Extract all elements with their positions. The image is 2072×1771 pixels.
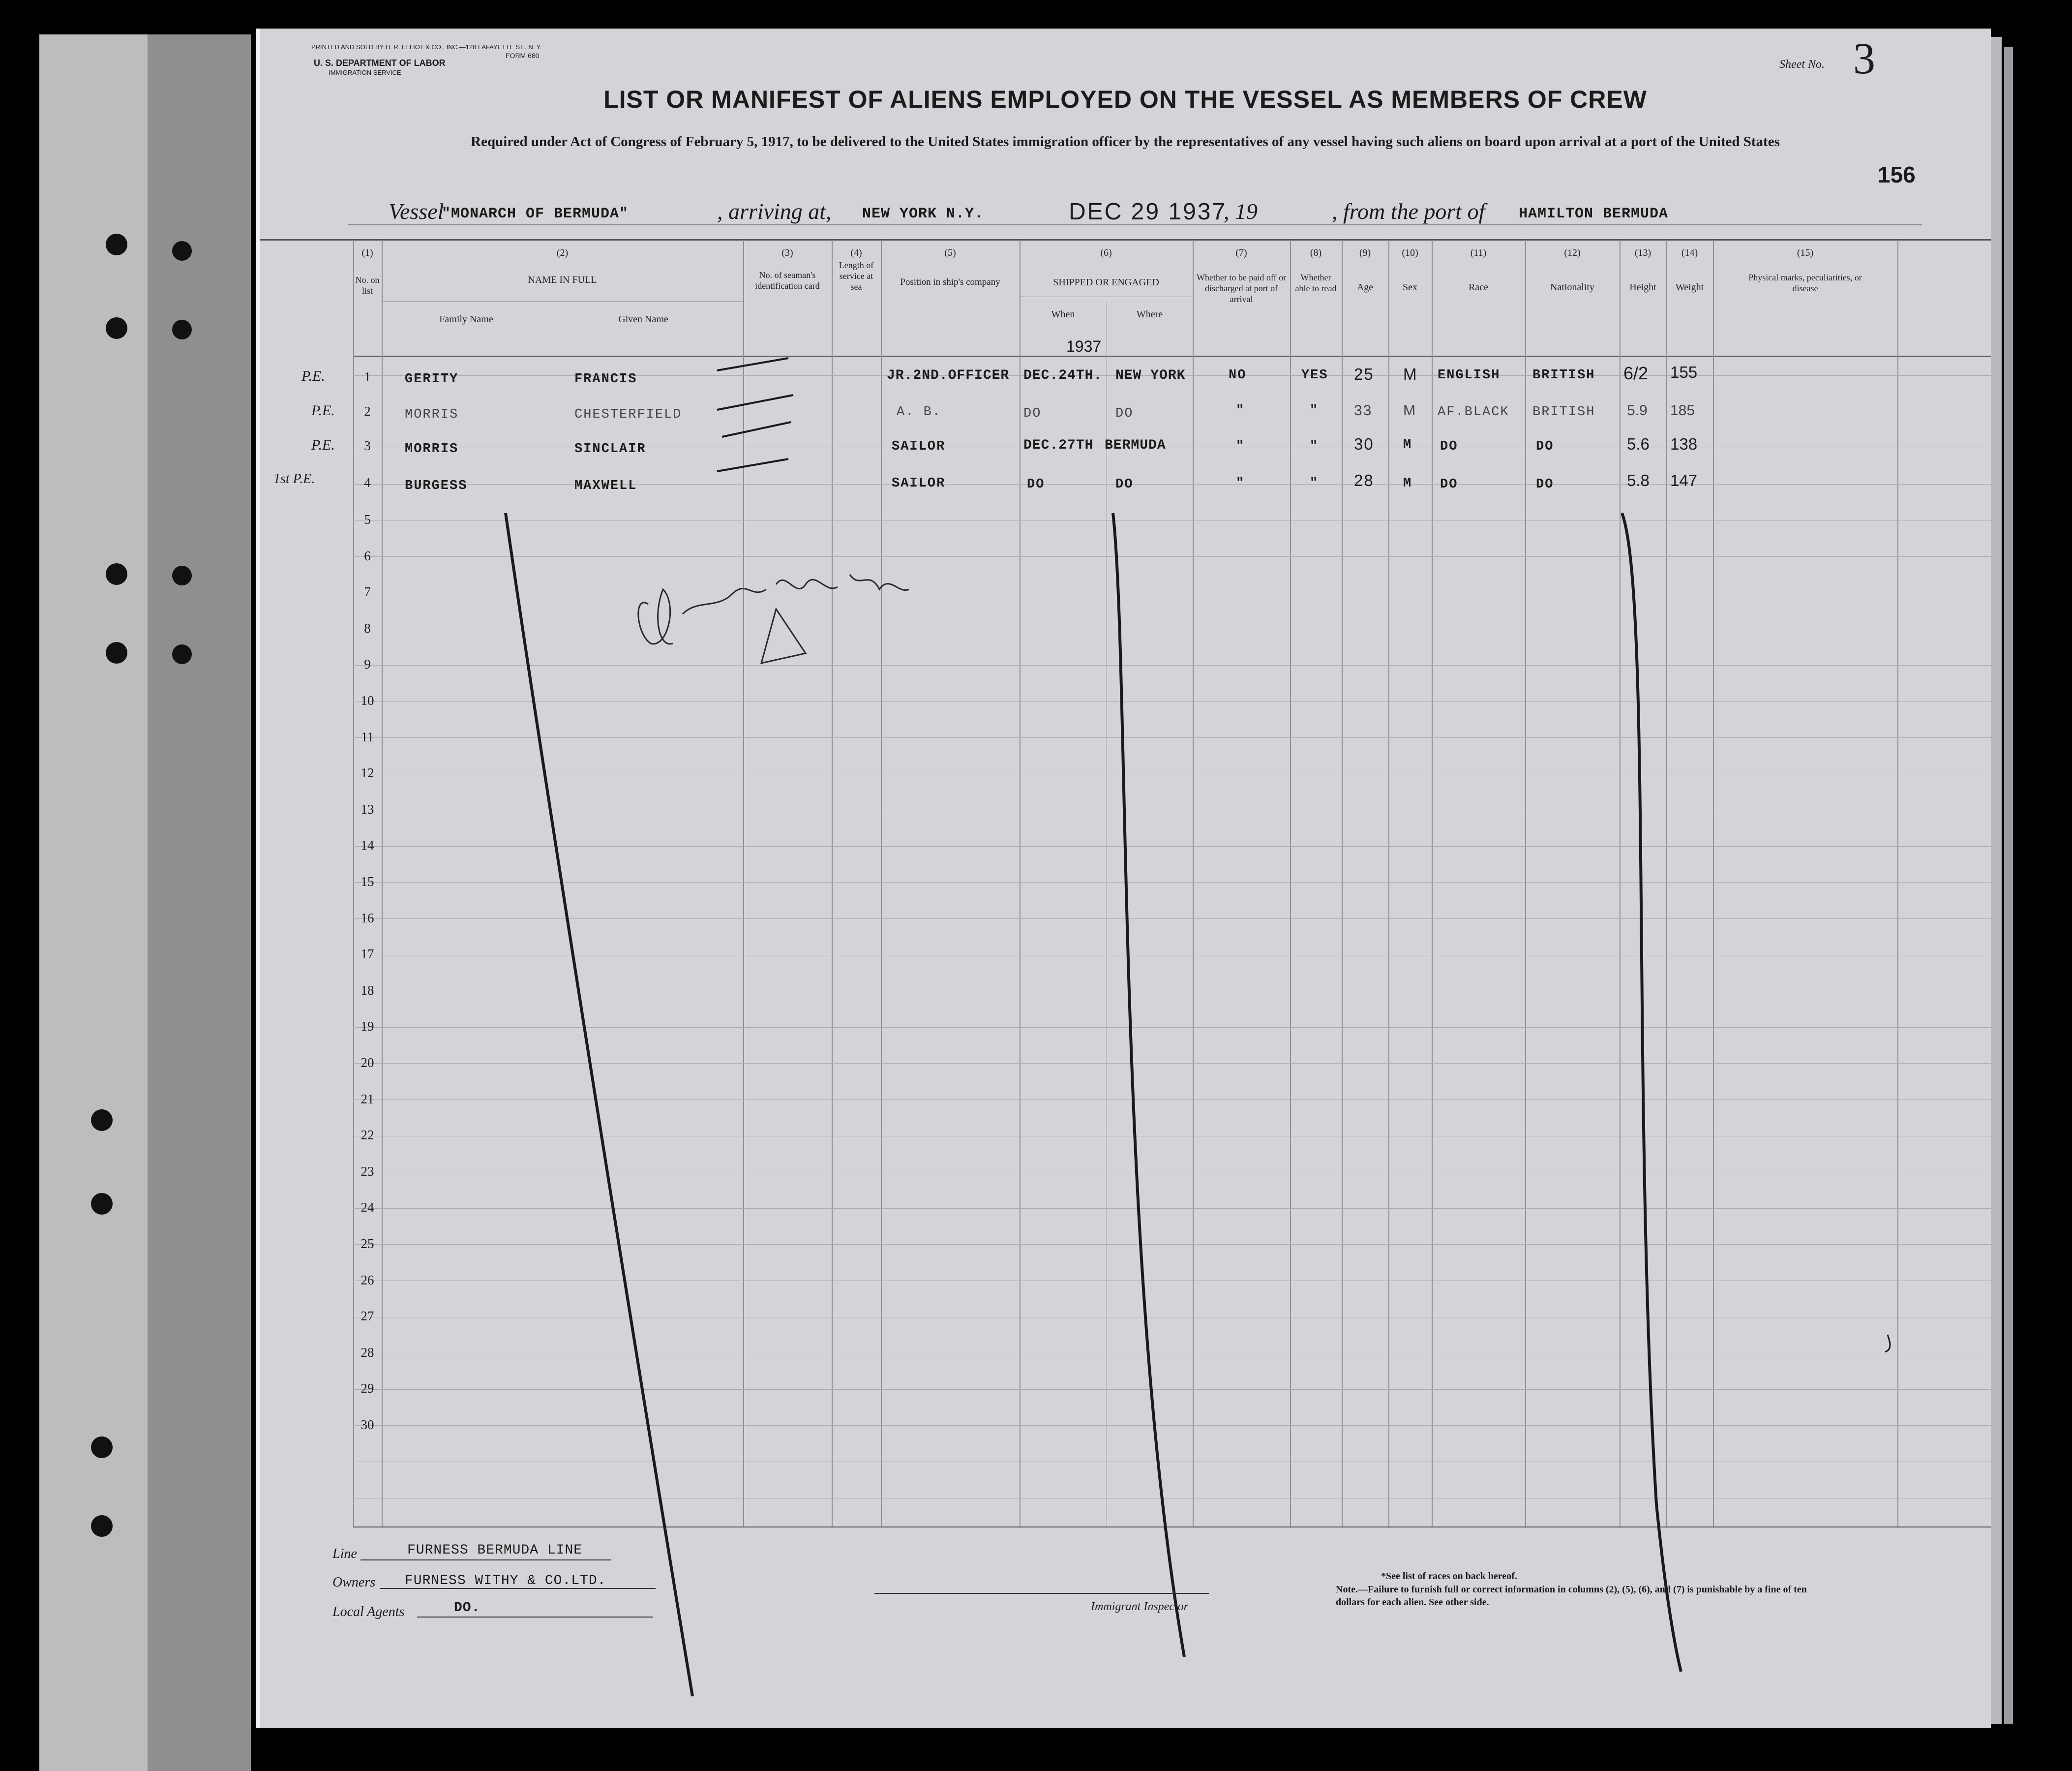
punch-hole xyxy=(172,566,192,585)
row-number: 16 xyxy=(360,910,374,925)
arriving-port: NEW YORK N.Y. xyxy=(862,206,984,222)
age: 33 xyxy=(1354,402,1373,419)
punch-hole xyxy=(91,1193,113,1215)
inspector-label: Immigrant Inspector xyxy=(1091,1600,1188,1613)
given-name: FRANCIS xyxy=(574,372,637,387)
agents-value: DO. xyxy=(454,1600,480,1616)
owners-label: Owners xyxy=(332,1575,376,1590)
col-2-family: Family Name xyxy=(439,314,493,325)
col-12-num: (12) xyxy=(1564,247,1581,258)
shipped-when: DO xyxy=(1027,477,1045,492)
row-number: 9 xyxy=(364,657,371,672)
row-number: 4 xyxy=(364,475,371,490)
row-number: 15 xyxy=(360,874,374,889)
col-2-num: (2) xyxy=(556,247,569,258)
paid-off: " xyxy=(1236,439,1245,454)
row-number: 29 xyxy=(360,1381,374,1396)
paid-off: " xyxy=(1236,403,1245,418)
col-6-num: (6) xyxy=(1100,247,1112,258)
row-number: 1 xyxy=(364,369,371,384)
punch-hole xyxy=(91,1109,113,1131)
sex: M xyxy=(1403,365,1418,383)
given-name: SINCLAIR xyxy=(574,442,646,457)
height: 5.8 xyxy=(1627,471,1650,489)
family-name: GERITY xyxy=(405,372,459,387)
col-7-label: Whether to be paid off or discharged at port of arrival xyxy=(1196,273,1287,304)
row-number: 8 xyxy=(364,620,371,636)
vessel-label: Vessel xyxy=(389,199,444,224)
races-note: *See list of races on back hereof. xyxy=(1381,1571,1517,1582)
shipped-where: DO xyxy=(1115,406,1134,421)
height: 6/2 xyxy=(1623,363,1649,383)
margin-mark: P.E. xyxy=(301,368,325,384)
row-number: 10 xyxy=(360,693,374,708)
row-number: 20 xyxy=(360,1055,374,1070)
line-label: Line xyxy=(332,1546,357,1561)
able-to-read: YES xyxy=(1301,368,1328,383)
weight: 155 xyxy=(1670,363,1698,381)
family-name: MORRIS xyxy=(405,407,459,422)
col-9-num: (9) xyxy=(1359,247,1371,258)
year-label: , 19 xyxy=(1224,199,1258,224)
nationality: BRITISH xyxy=(1532,405,1595,420)
row-number: 24 xyxy=(360,1200,374,1215)
punch-hole xyxy=(172,320,192,339)
punch-hole xyxy=(106,563,127,585)
col-2-label: NAME IN FULL xyxy=(528,275,597,285)
punch-hole xyxy=(91,1436,113,1458)
row-number: 22 xyxy=(360,1128,374,1143)
shipped-where: DO xyxy=(1115,477,1134,492)
col-11-num: (11) xyxy=(1470,247,1487,258)
row-number: 26 xyxy=(360,1272,374,1287)
from-port: HAMILTON BERMUDA xyxy=(1519,206,1669,222)
row-number: 6 xyxy=(364,548,371,563)
pen-strokes xyxy=(260,29,1991,1728)
col-4-label: Length of service at sea xyxy=(839,260,874,292)
col-1-num: (1) xyxy=(361,247,373,258)
height: 5.6 xyxy=(1627,435,1650,453)
service: IMMIGRATION SERVICE xyxy=(329,69,401,76)
race: AF.BLACK xyxy=(1438,405,1509,420)
given-name: MAXWELL xyxy=(574,479,637,493)
arriving-label: , arriving at, xyxy=(717,199,832,224)
col-13-num: (13) xyxy=(1634,247,1652,258)
col-6-where: Where xyxy=(1136,309,1163,320)
row-number: 14 xyxy=(360,838,374,853)
col-8-label: Whether able to read xyxy=(1295,273,1337,293)
sheet-no-label: Sheet No. xyxy=(1779,58,1825,71)
row-number: 2 xyxy=(364,404,371,419)
nationality: BRITISH xyxy=(1532,368,1595,383)
weight: 147 xyxy=(1670,471,1698,489)
printer-line: PRINTED AND SOLD BY H. R. ELLIOT & CO., INC.—128 LAFAYETTE ST., N. Y. xyxy=(311,43,542,51)
weight: 185 xyxy=(1670,402,1695,419)
nationality: DO xyxy=(1536,477,1554,492)
row-number: 7 xyxy=(364,584,371,600)
sex: M xyxy=(1403,402,1416,419)
age: 30 xyxy=(1354,435,1374,453)
family-name: MORRIS xyxy=(405,442,459,457)
punch-hole xyxy=(106,234,127,255)
height: 5.9 xyxy=(1627,402,1648,419)
sex: M xyxy=(1403,438,1412,453)
col-9-label: Age xyxy=(1356,282,1374,293)
margin-mark: 1st P.E. xyxy=(273,471,315,487)
col-10-label: Sex xyxy=(1403,282,1417,293)
margin-mark: P.E. xyxy=(311,437,335,453)
shipped-where: NEW YORK xyxy=(1115,368,1186,383)
date-stamp: DEC 29 1937 xyxy=(1069,199,1227,225)
row-number: 19 xyxy=(360,1019,374,1034)
col-14-num: (14) xyxy=(1681,247,1698,258)
punch-hole xyxy=(106,642,127,664)
race: DO xyxy=(1440,439,1458,454)
row-number: 21 xyxy=(360,1091,374,1106)
shipped-when: DEC.27TH xyxy=(1023,438,1094,453)
col-4-num: (4) xyxy=(850,247,862,258)
form-number: FORM 680 xyxy=(506,52,540,60)
position: SAILOR xyxy=(892,476,946,491)
paid-off: NO xyxy=(1229,368,1247,383)
col-5-num: (5) xyxy=(944,247,956,258)
able-to-read: " xyxy=(1310,476,1319,491)
position: A. B. xyxy=(897,405,942,420)
shipped-where: BERMUDA xyxy=(1105,438,1166,453)
age: 28 xyxy=(1354,471,1374,489)
able-to-read: " xyxy=(1310,439,1319,454)
row-number: 5 xyxy=(364,512,371,527)
punch-hole xyxy=(172,241,192,261)
col-10-num: (10) xyxy=(1402,247,1418,258)
col-1-label: No. on list xyxy=(355,275,380,296)
page-edge xyxy=(2004,47,2013,1724)
row-number: 17 xyxy=(360,947,374,962)
manifest-sheet xyxy=(256,29,1991,1728)
col-14-label: Weight xyxy=(1675,282,1704,293)
col-11-label: Race xyxy=(1469,282,1488,293)
shipped-when: DO xyxy=(1023,406,1042,421)
shipped-when: DEC.24TH. xyxy=(1023,368,1103,383)
col-15-label: Physical marks, peculiarities, or disease xyxy=(1748,273,1862,293)
row-number: 27 xyxy=(360,1309,374,1324)
from-port-label: , from the port of xyxy=(1332,199,1485,224)
family-name: BURGESS xyxy=(405,479,468,493)
race: DO xyxy=(1440,477,1458,492)
paid-off: " xyxy=(1236,476,1245,491)
punch-hole xyxy=(91,1515,113,1537)
col-5-label: Position in ship's company xyxy=(900,277,1000,287)
col-3-num: (3) xyxy=(781,247,793,258)
vessel-name: "MONARCH OF BERMUDA" xyxy=(442,206,629,222)
department: U. S. DEPARTMENT OF LABOR xyxy=(314,58,446,68)
binder-strip xyxy=(148,34,251,1771)
race: ENGLISH xyxy=(1438,368,1501,383)
punch-hole xyxy=(106,317,127,339)
sex: M xyxy=(1403,476,1412,491)
line-value: FURNESS BERMUDA LINE xyxy=(407,1543,583,1558)
col-12-label: Nationality xyxy=(1550,282,1594,293)
col-2-given: Given Name xyxy=(618,314,668,325)
col-6-label: SHIPPED OR ENGAGED xyxy=(1053,277,1159,288)
page-subtitle: Required under Act of Congress of February 5, 1917, to be delivered to the United States immigration officer by the representatives of any vessel having such aliens on board upon arrival at a port of the United States xyxy=(471,134,1780,150)
page-number: 156 xyxy=(1878,162,1916,187)
age: 25 xyxy=(1354,365,1374,383)
row-number: 12 xyxy=(360,765,374,781)
col-8-num: (8) xyxy=(1310,247,1322,258)
row-number: 3 xyxy=(364,438,371,453)
col-13-label: Height xyxy=(1629,282,1656,293)
col-3-label: No. of seaman's identification card xyxy=(755,270,820,291)
sheet-no: 3 xyxy=(1853,34,1875,83)
able-to-read: " xyxy=(1310,403,1319,418)
punch-hole xyxy=(172,644,192,664)
weight: 138 xyxy=(1670,435,1698,453)
year-above-when: 1937 xyxy=(1066,337,1102,355)
owners-value: FURNESS WITHY & CO.LTD. xyxy=(405,1573,606,1588)
given-name: CHESTERFIELD xyxy=(574,407,682,422)
row-number: 18 xyxy=(360,982,374,998)
margin-mark: P.E. xyxy=(311,402,335,419)
row-number: 23 xyxy=(360,1163,374,1179)
col-7-num: (7) xyxy=(1235,247,1247,258)
row-number: 25 xyxy=(360,1236,374,1251)
col-15-num: (15) xyxy=(1797,247,1814,258)
row-number: 11 xyxy=(361,729,374,744)
row-number: 30 xyxy=(360,1417,374,1432)
row-number: 13 xyxy=(360,801,374,817)
fine-note: Note.—Failure to furnish full or correct information in columns (2), (5), (6), and (7) is punishable by a fine of ten dollars for each alien. See other side. xyxy=(1336,1584,1807,1608)
position: SAILOR xyxy=(892,439,946,454)
row-number: 28 xyxy=(360,1344,374,1360)
position: JR.2ND.OFFICER xyxy=(887,368,1010,383)
page-title: LIST OR MANIFEST OF ALIENS EMPLOYED ON THE VESSEL AS MEMBERS OF CREW xyxy=(603,86,1647,113)
col-6-when: When xyxy=(1051,309,1075,320)
nationality: DO xyxy=(1536,439,1554,454)
agents-label: Local Agents xyxy=(332,1604,405,1619)
